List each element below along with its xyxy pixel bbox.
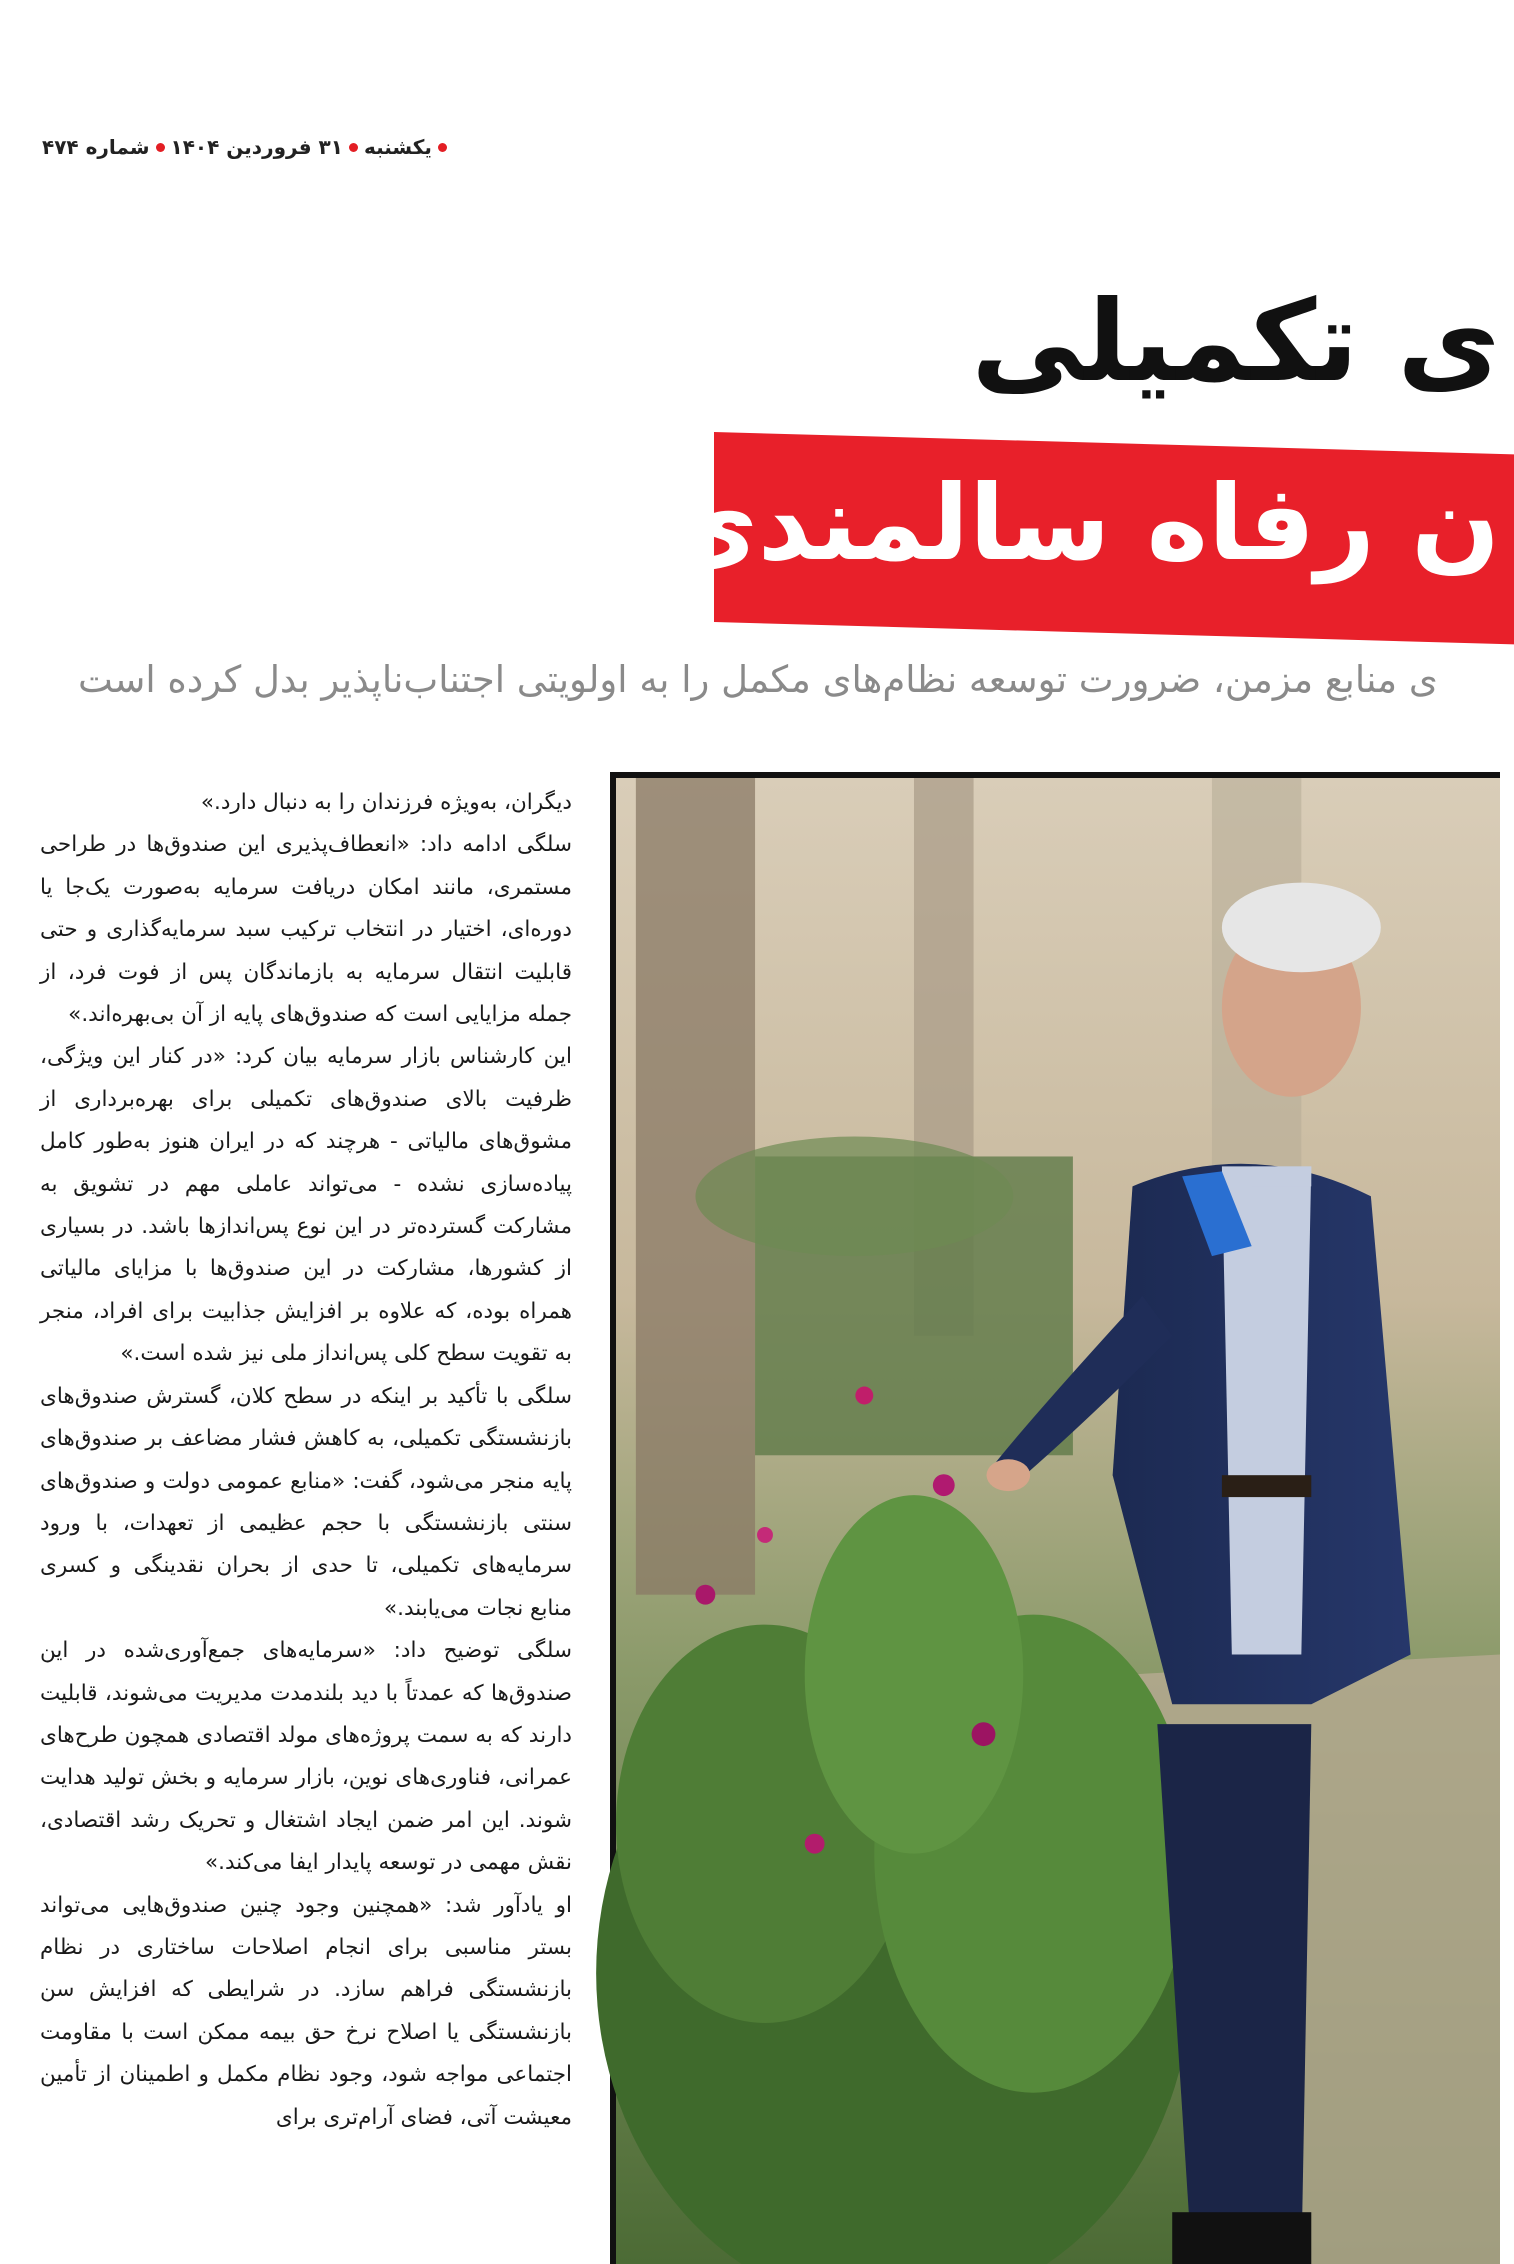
article-column xyxy=(40,782,572,2264)
article-paragraph: سلگی ادامه داد: «انعطاف‌پذیری این صندوق‌ها در طراحی مستمری، مانند امکان دریافت سرمایه به‌صورت یک‌جا یا دوره‌ای، اختیار در انتخاب ترکیب سبد سرمایه‌گذاری و حتی قابلیت انتقال سرمایه به بازماندگان پس از فوت فرد، از جمله مزایایی است که صندوق‌های پایه از آن بی‌بهره‌اند.» xyxy=(40,832,572,1028)
article-paragraph: سلگی با تأکید بر اینکه در سطح کلان، گسترش صندوق‌های بازنشستگی تکمیلی، به کاهش فشار مضاعف بر صندوق‌های پایه منجر می‌شود، گفت: «منابع عمومی دولت و صندوق‌های سنتی بازنشستگی با حجم عظیمی از تعهدات، با ورود سرمایه‌های تکمیلی، تا حدی از بحران نقدینگی و کسری منابع نجات می‌یابند.» xyxy=(40,1383,572,1621)
dateline xyxy=(40,132,451,162)
article-paragraph: او یادآور شد: «همچنین وجود چنین صندوق‌هایی می‌تواند بستر مناسبی برای انجام اصلاحات ساختاری در نظام بازنشستگی فراهم سازد. در شرایطی که افزایش سن بازنشستگی یا اصلاح نرخ حق بیمه ممکن است با مقاومت اجتماعی مواجه شود، وجود نظام مکمل و اطمینان از تأمین معیشت آتی، فضای آرام‌تری برای xyxy=(40,1892,572,2130)
dateline-issue: شماره ۴۷۴ xyxy=(42,135,150,159)
subtitle: ی منابع مزمن، ضرورت توسعه نظام‌های مکمل را به اولویتی اجتناب‌ناپذیر بدل کرده است xyxy=(78,658,1438,701)
article-paragraph: دیگران، به‌ویژه فرزندان را به دنبال دارد.» xyxy=(200,790,572,815)
bullet-dot-icon xyxy=(438,143,447,152)
bullet-dot-icon xyxy=(156,143,165,152)
article-paragraph: این کارشناس بازار سرمایه بیان کرد: «در کنار این ویژگی، ظرفیت بالای صندوق‌های تکمیلی برای بهره‌برداری از مشوق‌های مالیاتی - هرچند که در ایران هنوز به‌طور کامل پیاده‌سازی نشده - می‌تواند عاملی مهم در تشویق به مشارکت گسترده‌تر در این نوع پس‌اندازها باشد. در بسیاری از کشورها، مشارکت در این صندوق‌ها با مزایای مالیاتی همراه بوده، که علاوه بر افزایش جذابیت برای افراد، منجر به تقویت سطح کلی پس‌انداز ملی نیز شده است.» xyxy=(40,1044,572,1367)
headline-line-1: ی تکمیلی xyxy=(971,277,1500,407)
article-paragraph: سلگی توضیح داد: «سرمایه‌های جمع‌آوری‌شده در این صندوق‌ها که عمدتاً با دید بلندمدت مدیریت می‌شوند، قابلیت دارند که به سمت پروژه‌های مولد اقتصادی همچون طرح‌های عمرانی، فناوری‌های نوین، بازار سرمایه و بخش تولید هدایت شوند. این امر ضمن ایجاد اشتغال و تحریک رشد اقتصادی، نقش مهمی در توسعه پایدار ایفا می‌کند.» xyxy=(40,1638,572,1876)
elderly-man-in-garden-icon xyxy=(616,778,1500,2264)
dateline-date: ۳۱ فروردین ۱۴۰۴ xyxy=(170,135,343,159)
article-photo xyxy=(610,772,1500,2264)
headline-line-2: ن رفاه سالمندی xyxy=(662,462,1500,584)
bullet-dot-icon xyxy=(349,143,358,152)
dateline-day: یکشنبه xyxy=(363,135,432,159)
